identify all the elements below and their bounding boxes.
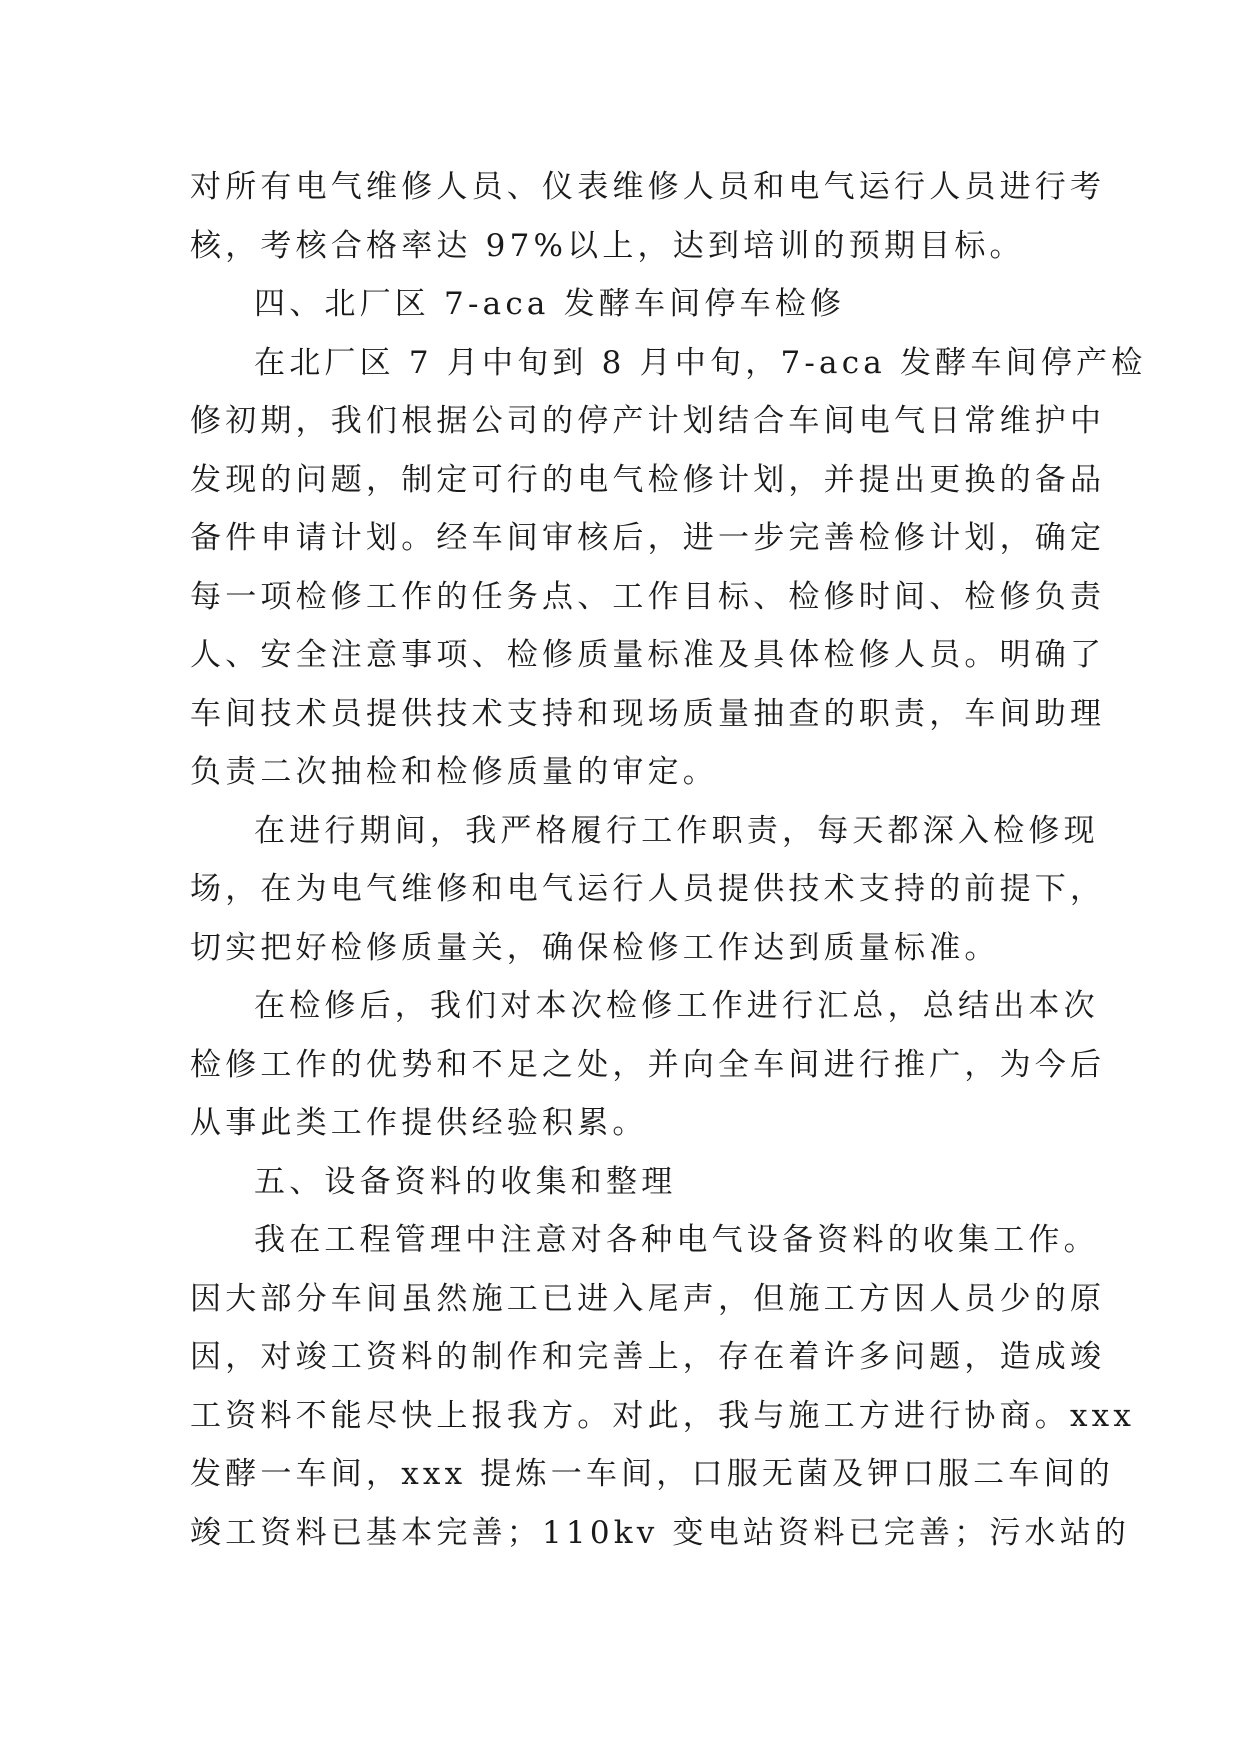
text-line: 人、安全注意事项、检修质量标准及具体检修人员。明确了 [190,637,1106,673]
text-line: 对所有电气维修人员、仪表维修人员和电气运行人员进行考 [190,169,1106,205]
text-line: 从事此类工作提供经验积累。 [190,1105,648,1141]
text-line: 备件申请计划。经车间审核后，进一步完善检修计划，确定 [190,520,1106,556]
text-line: 工资料不能尽快上报我方。对此，我与施工方进行协商。xxx [190,1397,1136,1434]
document-body [190,158,1147,1562]
text-line: 检修工作的优势和不足之处，并向全车间进行推广，为今后 [190,1046,1106,1083]
text-line: 场，在为电气维修和电气运行人员提供技术支持的前提下， [190,871,1106,907]
paragraph-first-line: 在进行期间，我严格履行工作职责，每天都深入检修现 [254,812,1099,849]
text-line: 负责二次抽检和检修质量的审定。 [190,754,718,790]
text-line: 每一项检修工作的任务点、工作目标、检修时间、检修负责 [190,578,1106,615]
text-line: 竣工资料已基本完善；110kv 变电站资料已完善；污水站的 [190,1514,1131,1551]
text-line: 车间技术员提供技术支持和现场质量抽查的职责，车间助理 [190,695,1106,732]
text-line: 发现的问题，制定可行的电气检修计划，并提出更换的备品 [190,461,1106,498]
text-line: 切实把好检修质量关，确保检修工作达到质量标准。 [190,929,1000,966]
paragraph-first-line: 五、设备资料的收集和整理 [254,1163,677,1200]
paragraph-first-line: 四、北厂区 7-aca 发酵车间停车检修 [254,286,846,322]
paragraph-first-line: 在北厂区 7 月中旬到 8 月中旬，7-aca 发酵车间停产检 [254,344,1147,381]
paragraph-first-line: 在检修后，我们对本次检修工作进行汇总，总结出本次 [254,988,1099,1024]
text-line: 因大部分车间虽然施工已进入尾声，但施工方因人员少的原 [190,1280,1106,1317]
text-line: 核，考核合格率达 97%以上，达到培训的预期目标。 [190,227,1025,264]
text-line: 修初期，我们根据公司的停产计划结合车间电气日常维护中 [190,403,1106,439]
paragraph-first-line: 我在工程管理中注意对各种电气设备资料的收集工作。 [254,1222,1099,1258]
text-line: 发酵一车间，xxx 提炼一车间，口服无菌及钾口服二车间的 [190,1456,1114,1492]
text-line: 因，对竣工资料的制作和完善上，存在着许多问题，造成竣 [190,1339,1106,1375]
